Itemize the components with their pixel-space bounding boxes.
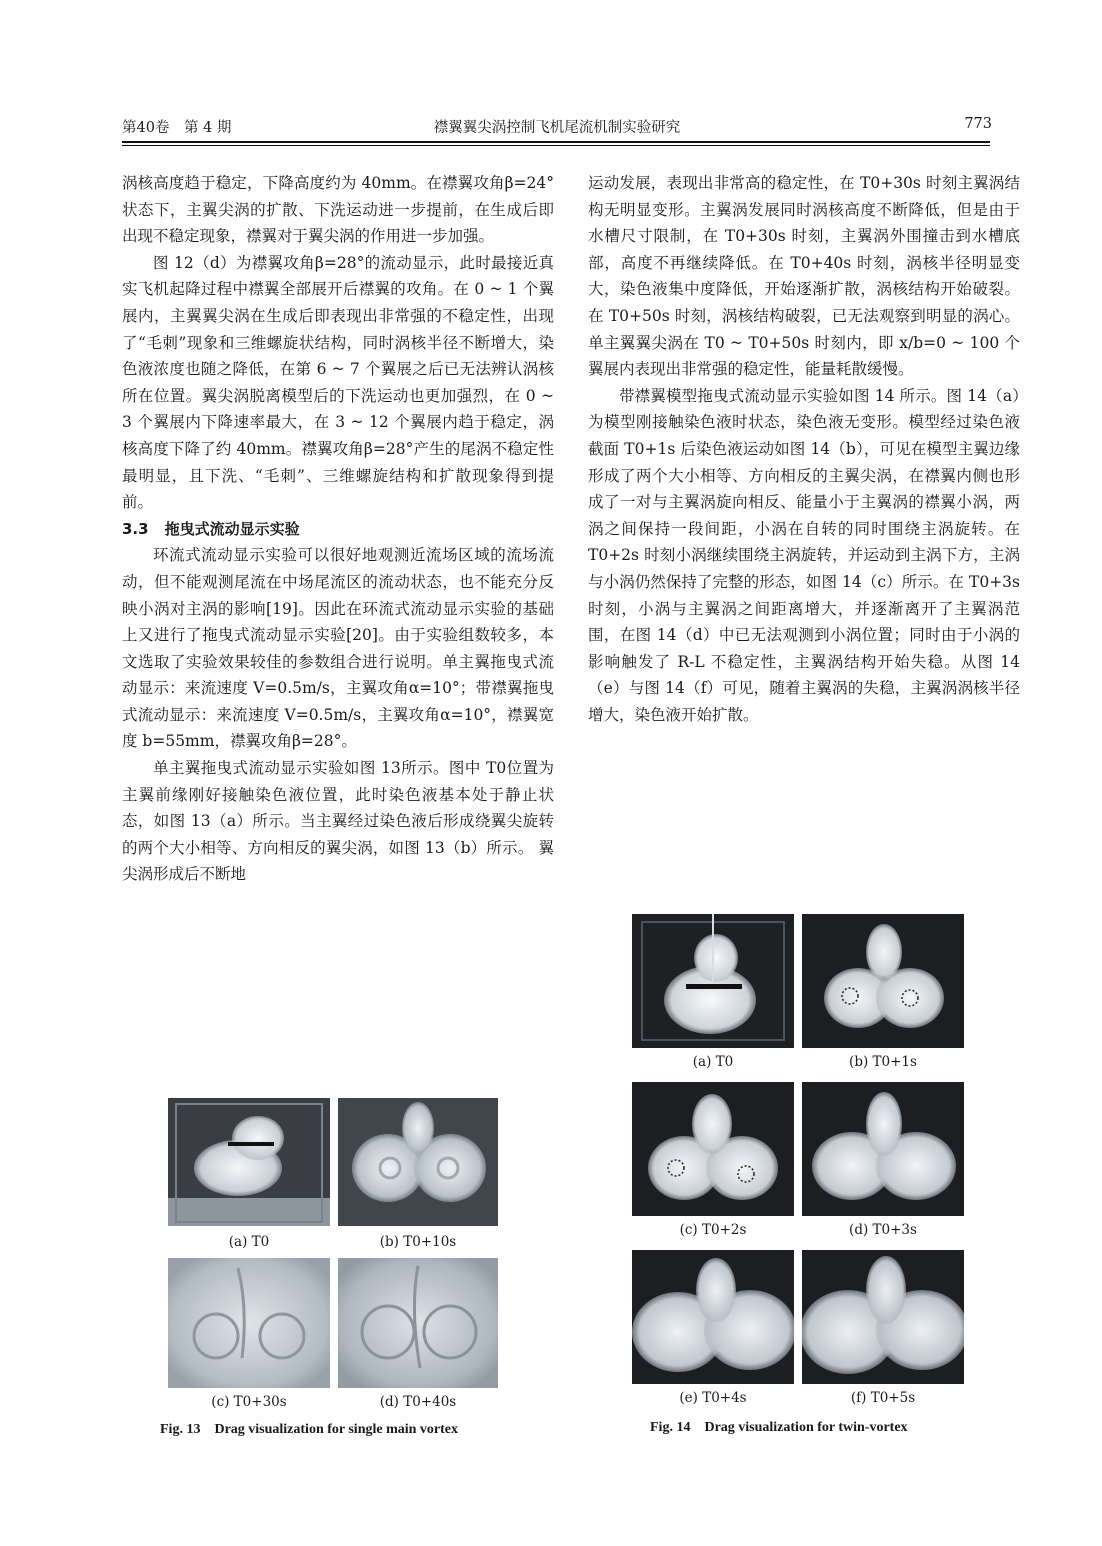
page-number: 773 [964, 116, 992, 132]
fig14-label-f: (f) T0+5s [850, 1390, 916, 1406]
fig14-label-a: (a) T0 [692, 1054, 734, 1070]
left-paragraph-4: 单主翼拖曳式流动显示实验如图 13所示。图中 T0位置为主翼前缘刚好接触染色液位置，此时染色液基本处于静止状态，如图 13（a）所示。当主翼经过染色液后形成绕翼尖旋转的两个大小相等、方向相反的翼尖涡，如图 13（b）所示。 翼尖涡形成后不断地 [122, 759, 554, 884]
fig13-photo-c [168, 1258, 330, 1388]
fig13-photo-b [338, 1098, 498, 1226]
fig14-photo-e [632, 1250, 794, 1384]
article-title: 襟翼翼尖涡控制飞机尾流机制实验研究 [433, 120, 681, 136]
fig13-label-d: (d) T0+40s [379, 1394, 457, 1410]
fig14-caption-number: Fig. 14 [650, 1420, 691, 1435]
fig13-label-a: (a) T0 [228, 1234, 270, 1250]
fig14-label-b: (b) T0+1s [849, 1054, 917, 1070]
header-rule-thin [122, 145, 990, 146]
fig14-caption-text: Drag visualization for twin-vortex [704, 1420, 908, 1435]
fig14-photo-d [802, 1082, 964, 1216]
running-header [122, 116, 992, 138]
section-heading [122, 516, 554, 543]
left-column [122, 170, 554, 888]
fig13-photo-d [338, 1258, 498, 1388]
left-paragraph-2: 图 12（d）为襟翼攻角β=28°的流动显示，此时最接近真实飞机起降过程中襟翼全部展开后襟翼的攻角。在 0 ~ 1 个翼展内，主翼翼尖涡在生成后即表现出非常强的不稳定性，出现了“毛刺”现象和三维螺旋状结构，同时涡核半径不断增大，染色液浓度也随之降低，在第 6 ~ 7 个翼展之后已无法辨认涡核所在位置。翼尖涡脱离模型后的下洗运动也更加强烈，在 0 ~ 3 个翼展内下降速率最大，在 3 ~ 12 个翼展内趋于稳定，涡核高度下降了约 40mm。襟翼攻角β=28°产生的尾涡不稳定性最明显，且下洗、“毛刺”、三维螺旋结构和扩散现象得到提前。 [122, 253, 554, 512]
fig14-label-d: (d) T0+3s [849, 1222, 917, 1238]
fig13-caption-text: Drag visualization for single main vortex [214, 1422, 459, 1437]
right-column [588, 170, 1020, 728]
left-paragraph-1: 涡核高度趋于稳定，下降高度约为 40mm。在襟翼攻角β=24°状态下，主翼尖涡的扩散、下洗运动进一步提前，在生成后即出现不稳定现象，襟翼对于翼尖涡的作用进一步加强。 [122, 174, 554, 246]
fig14-photo-a [632, 914, 794, 1048]
section-title: 拖曳式流动显示实验 [164, 519, 300, 538]
journal-volume: 第40卷 第 4 期 [122, 120, 232, 136]
fig14-label-e: (e) T0+4s [679, 1390, 747, 1406]
fig14-label-c: (c) T0+2s [679, 1222, 747, 1238]
fig14-photo-f [802, 1250, 964, 1384]
fig14-photo-b [802, 914, 964, 1048]
header-rule [122, 141, 990, 143]
fig13-label-b: (b) T0+10s [379, 1234, 457, 1250]
fig14-photo-c [632, 1082, 794, 1216]
left-paragraph-3: 环流式流动显示实验可以很好地观测近流场区域的流场流动，但不能观测尾流在中场尾流区的流动状态，也不能充分反映小涡对主涡的影响[19]。因此在环流式流动显示实验的基础上又进行了拖曳式流动显示实验[20]。由于实验组数较多，本文选取了实验效果较佳的参数组合进行说明。单主翼拖曳式流动显示：来流速度 V=0.5m/s，主翼攻角α=10°；带襟翼拖曳式流动显示：来流速度 V=0.5m/s，主翼攻角α=10°，襟翼宽度 b=55mm，襟翼攻角β=28°。 [122, 546, 554, 751]
right-paragraph-2: 带襟翼模型拖曳式流动显示实验如图 14 所示。图 14（a）为模型刚接触染色液时状态，染色液无变形。模型经过染色液截面 T0+1s 后染色液运动如图 14（b），可见在模型主翼边缘形成了两个大小相等、方向相反的主翼尖涡，在襟翼内侧也形成了一对与主翼涡旋向相反、能量小于主翼涡的襟翼小涡，两涡之间保持一段间距，小涡在自转的同时围绕主涡旋转。在 T0+2s 时刻小涡继续围绕主涡旋转，并运动到主涡下方，主涡与小涡仍然保持了完整的形态，如图 14（c）所示。在 T0+3s 时刻，小涡与主翼涡之间距离增大，并逐渐离开了主翼涡范围，在图 14（d）中已无法观测到小涡位置；同时由于小涡的影响触发了 R-L 不稳定性，主翼涡结构开始失稳。从图 14（e）与图 14（f）可见，随着主翼涡的失稳，主翼涡涡核半径增大，染色液开始扩散。 [588, 386, 1020, 724]
fig13-caption [160, 1422, 458, 1438]
fig13-photo-a [168, 1098, 330, 1226]
fig14-caption [650, 1420, 908, 1436]
section-number: 3.3 [122, 519, 149, 538]
fig13-label-c: (c) T0+30s [211, 1394, 287, 1410]
fig13-caption-number: Fig. 13 [160, 1422, 201, 1437]
right-paragraph-1: 运动发展，表现出非常高的稳定性，在 T0+30s 时刻主翼涡结构无明显变形。主翼涡发展同时涡核高度不断降低，但是由于水槽尺寸限制，在 T0+30s 时刻，主翼涡外围撞击到水槽底部，高度不再继续降低。在 T0+40s 时刻，涡核半径明显变大，染色液集中度降低，开始逐渐扩散，涡核结构开始破裂。在 T0+50s 时刻，涡核结构破裂，已无法观察到明显的涡心。单主翼翼尖涡在 T0 ~ T0+50s 时刻内，即 x/b=0 ~ 100 个翼展内表现出非常强的稳定性，能量耗散缓慢。 [588, 174, 1020, 379]
